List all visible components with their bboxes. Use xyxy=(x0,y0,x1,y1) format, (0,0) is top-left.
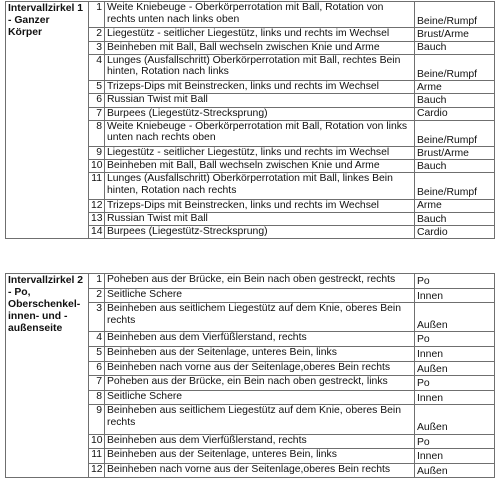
muscle-group: Po xyxy=(415,332,495,347)
exercise-number: 5 xyxy=(89,346,105,361)
exercise-number: 1 xyxy=(89,274,105,289)
exercise-number: 2 xyxy=(89,28,105,41)
muscle-group: Beine/Rumpf xyxy=(415,120,495,146)
exercise-description: Trizeps-Dips mit Beinstrecken, links und rechts im Wechsel xyxy=(105,81,415,94)
section-label: Intervallzirkel 2 - Po, Oberschenkel-innen- und -außenseite xyxy=(6,274,89,478)
muscle-group: Innen xyxy=(415,449,495,464)
exercise-number: 1 xyxy=(89,2,105,28)
exercise-description: Poheben aus der Brücke, ein Bein nach oben gestreckt, rechts xyxy=(105,274,415,289)
muscle-group: Brust/Arme xyxy=(415,28,495,41)
muscle-group: Außen xyxy=(415,463,495,478)
exercise-description: Beinheben aus seitlichem Liegestütz auf dem Knie, oberes Bein rechts xyxy=(105,405,415,434)
exercise-description: Lunges (Ausfallschritt) Oberkörperrotation mit Ball, rechtes Bein hinten, Rotation nach links xyxy=(105,54,415,80)
exercise-number: 8 xyxy=(89,390,105,405)
muscle-group: Innen xyxy=(415,288,495,303)
muscle-group: Bauch xyxy=(415,160,495,173)
muscle-group: Po xyxy=(415,434,495,449)
exercise-description: Trizeps-Dips mit Beinstrecken, links und rechts im Wechsel xyxy=(105,199,415,212)
exercise-number: 3 xyxy=(89,41,105,54)
muscle-group: Bauch xyxy=(415,41,495,54)
muscle-group: Po xyxy=(415,274,495,289)
exercise-number: 10 xyxy=(89,434,105,449)
exercise-number: 5 xyxy=(89,81,105,94)
exercise-description: Beinheben nach vorne aus der Seitenlage,oberes Bein rechts xyxy=(105,361,415,376)
exercise-description: Beinheben aus seitlichem Liegestütz auf dem Knie, oberes Bein rechts xyxy=(105,303,415,332)
exercise-number: 4 xyxy=(89,54,105,80)
muscle-group: Bauch xyxy=(415,213,495,226)
exercise-number: 9 xyxy=(89,147,105,160)
exercise-description: Poheben aus der Brücke, ein Bein nach oben gestreckt, links xyxy=(105,376,415,391)
exercise-description: Liegestütz - seitlicher Liegestütz, links und rechts im Wechsel xyxy=(105,147,415,160)
exercise-description: Beinheben nach vorne aus der Seitenlage,oberes Bein rechts xyxy=(105,463,415,478)
muscle-group: Beine/Rumpf xyxy=(415,54,495,80)
muscle-group: Cardio xyxy=(415,107,495,120)
section-label: Intervallzirkel 1 - Ganzer Körper xyxy=(6,2,89,239)
exercise-number: 7 xyxy=(89,107,105,120)
muscle-group: Bauch xyxy=(415,94,495,107)
exercise-number: 11 xyxy=(89,173,105,199)
exercise-description: Russian Twist mit Ball xyxy=(105,213,415,226)
exercise-number: 4 xyxy=(89,332,105,347)
exercise-number: 2 xyxy=(89,288,105,303)
muscle-group: Po xyxy=(415,376,495,391)
muscle-group: Cardio xyxy=(415,226,495,239)
exercise-description: Russian Twist mit Ball xyxy=(105,94,415,107)
intervallzirkel-2-body xyxy=(6,274,495,478)
muscle-group: Arme xyxy=(415,199,495,212)
muscle-group: Außen xyxy=(415,405,495,434)
exercise-description: Beinheben mit Ball, Ball wechseln zwischen Knie und Arme xyxy=(105,160,415,173)
intervallzirkel-1-body xyxy=(6,2,495,239)
exercise-number: 3 xyxy=(89,303,105,332)
exercise-description: Beinheben aus dem Vierfüßlerstand, rechts xyxy=(105,434,415,449)
exercise-number: 7 xyxy=(89,376,105,391)
exercise-description: Beinheben mit Ball, Ball wechseln zwischen Knie und Arme xyxy=(105,41,415,54)
exercise-description: Lunges (Ausfallschritt) Oberkörperrotation mit Ball, linkes Bein hinten, Rotation nach rechts xyxy=(105,173,415,199)
muscle-group: Innen xyxy=(415,346,495,361)
muscle-group: Innen xyxy=(415,390,495,405)
exercise-description: Seitliche Schere xyxy=(105,288,415,303)
exercise-number: 6 xyxy=(89,94,105,107)
intervallzirkel-1-table xyxy=(5,1,495,239)
exercise-number: 9 xyxy=(89,405,105,434)
exercise-description: Liegestütz - seitlicher Liegestütz, links und rechts im Wechsel xyxy=(105,28,415,41)
exercise-description: Weite Kniebeuge - Oberkörperrotation mit Ball, Rotation von links unten nach rechts oben xyxy=(105,120,415,146)
exercise-number: 11 xyxy=(89,449,105,464)
muscle-group: Außen xyxy=(415,303,495,332)
exercise-description: Seitliche Schere xyxy=(105,390,415,405)
intervallzirkel-2-table xyxy=(5,273,495,478)
exercise-number: 14 xyxy=(89,226,105,239)
muscle-group: Arme xyxy=(415,81,495,94)
muscle-group: Beine/Rumpf xyxy=(415,2,495,28)
muscle-group: Brust/Arme xyxy=(415,147,495,160)
exercise-number: 10 xyxy=(89,160,105,173)
table-row xyxy=(6,2,495,28)
muscle-group: Außen xyxy=(415,361,495,376)
exercise-description: Beinheben aus dem Vierfüßlerstand, rechts xyxy=(105,332,415,347)
exercise-description: Beinheben aus der Seitenlage, unteres Bein, links xyxy=(105,449,415,464)
exercise-description: Beinheben aus der Seitenlage, unteres Bein, links xyxy=(105,346,415,361)
exercise-number: 12 xyxy=(89,463,105,478)
exercise-number: 12 xyxy=(89,199,105,212)
exercise-description: Weite Kniebeuge - Oberkörperrotation mit Ball, Rotation von rechts unten nach links oben xyxy=(105,2,415,28)
exercise-description: Burpees (Liegestütz-Strecksprung) xyxy=(105,226,415,239)
muscle-group: Beine/Rumpf xyxy=(415,173,495,199)
exercise-number: 13 xyxy=(89,213,105,226)
exercise-number: 8 xyxy=(89,120,105,146)
exercise-description: Burpees (Liegestütz-Strecksprung) xyxy=(105,107,415,120)
table-row xyxy=(6,274,495,289)
exercise-number: 6 xyxy=(89,361,105,376)
